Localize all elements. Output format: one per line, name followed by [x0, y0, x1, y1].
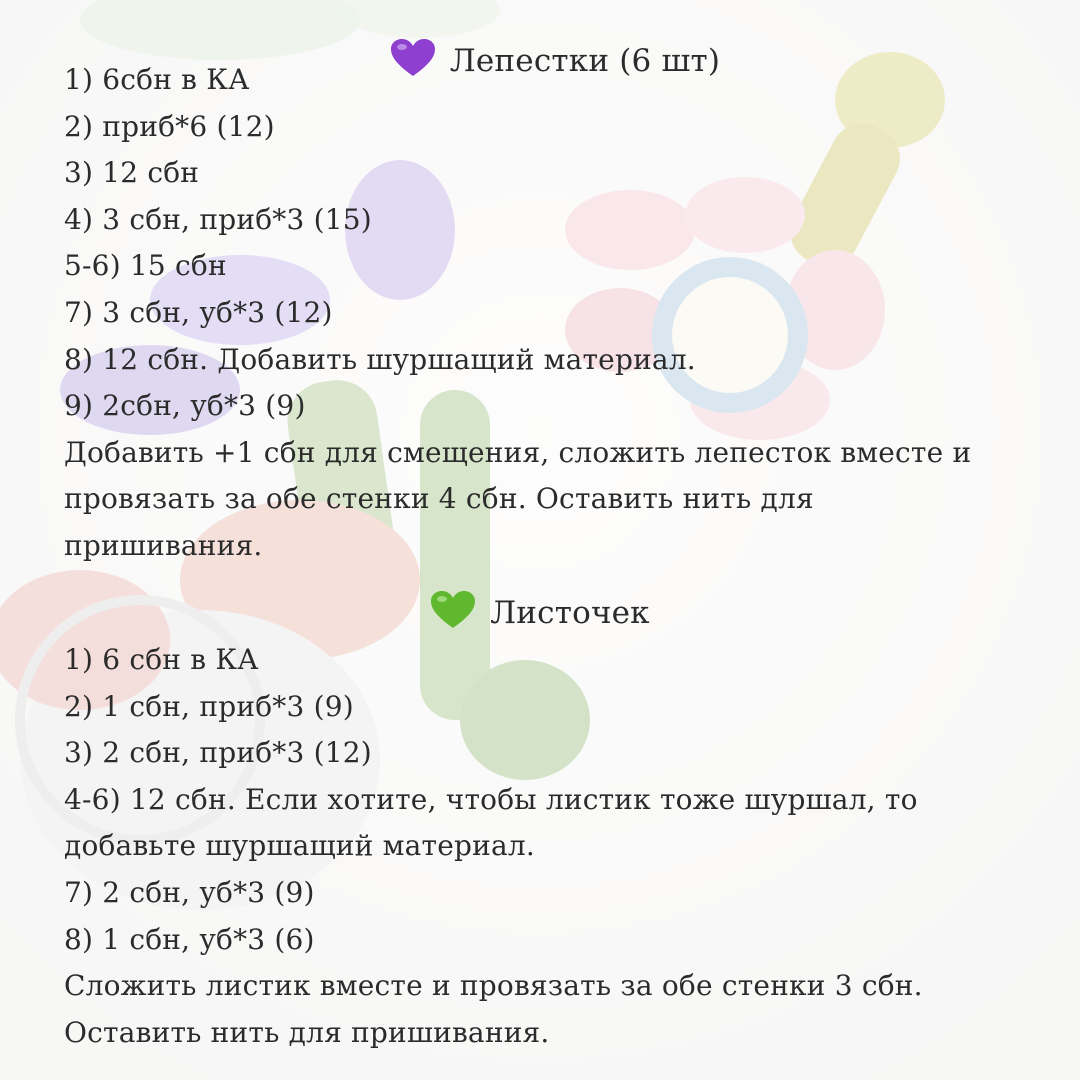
petals-finish-line: пришивания.: [64, 528, 263, 562]
leaf-step: 3) 2 сбн, приб*3 (12): [64, 736, 372, 770]
petals-step: 5-6) 15 сбн: [64, 249, 227, 283]
leaf-step: 1) 6 сбн в КА: [64, 643, 259, 676]
petals-instructions: [64, 57, 1024, 570]
leaf-title: Листочек: [490, 595, 650, 631]
petals-step: 9) 2сбн, уб*3 (9): [64, 389, 306, 423]
petals-finish-line: Добавить +1 сбн для смещения, сложить лепесток вместе и: [64, 435, 972, 469]
petals-step: 4) 3 сбн, приб*3 (15): [64, 202, 372, 236]
petals-finish-line: провязать за обе стенки 4 сбн. Оставить нить для: [64, 482, 814, 516]
leaf-step: добавьте шуршащий материал.: [64, 829, 535, 863]
leaf-instructions: [64, 637, 1024, 1056]
petals-step: 1) 6сбн в КА: [64, 63, 250, 96]
petals-title: Лепестки (6 шт): [449, 43, 721, 79]
petals-step: 7) 3 сбн, уб*3 (12): [64, 295, 333, 329]
leaf-step: 7) 2 сбн, уб*3 (9): [64, 875, 315, 909]
leaf-step: Оставить нить для пришивания.: [64, 1015, 550, 1049]
leaf-step: Сложить листик вместе и провязать за обе стенки 3 сбн.: [64, 969, 923, 1003]
green-heart-icon: [430, 590, 476, 630]
petals-step: 3) 12 сбн: [64, 156, 200, 190]
petals-step: 2) приб*6 (12): [64, 109, 275, 143]
petals-step: 8) 12 сбн. Добавить шуршащий материал.: [64, 342, 696, 376]
leaf-heading: [0, 590, 1080, 633]
leaf-step: 8) 1 сбн, уб*3 (6): [64, 922, 315, 956]
leaf-step: 4-6) 12 сбн. Если хотите, чтобы листик тоже шуршал, то: [64, 782, 918, 816]
leaf-step: 2) 1 сбн, приб*3 (9): [64, 689, 354, 723]
